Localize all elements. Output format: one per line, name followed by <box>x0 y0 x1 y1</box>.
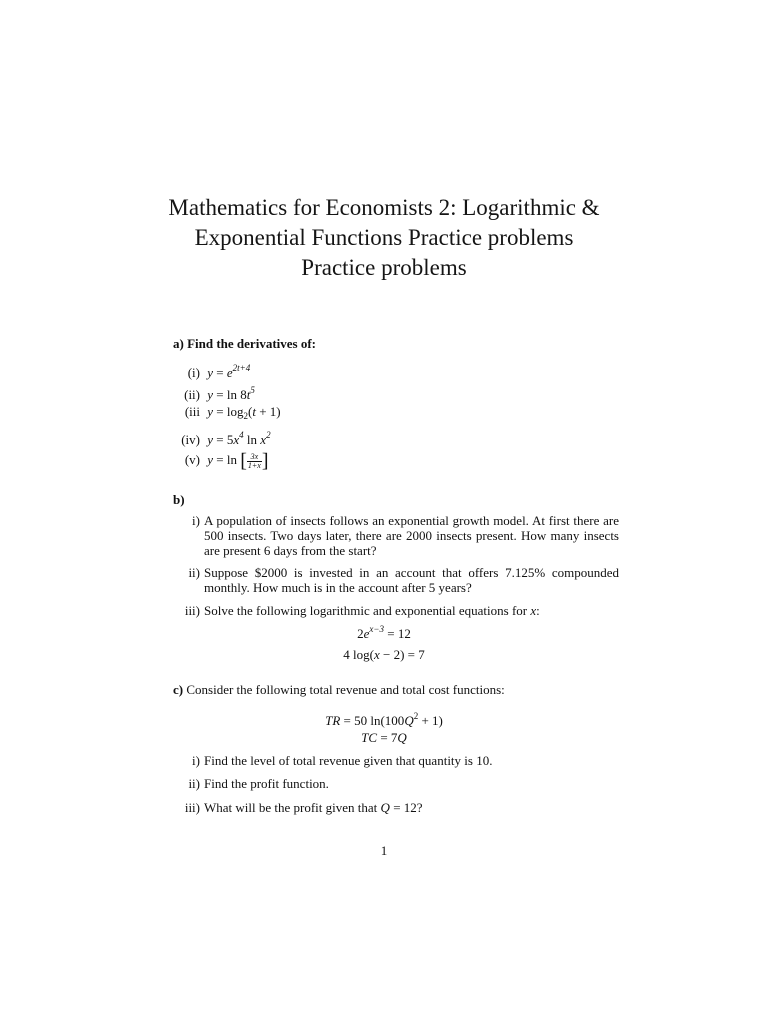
math-expression: $y = \log_2(t + 1)$ <box>207 404 281 421</box>
section-c-label: c) <box>173 682 184 697</box>
item-label: (iv) <box>181 432 200 447</box>
math-expression: $y = \ln 8t^5$ <box>207 385 255 402</box>
equation-total-revenue: TR = 50 $\ln(100Q^2 + 1)$ <box>325 711 443 728</box>
section-c-heading <box>173 682 505 698</box>
problem-b-i <box>173 513 633 558</box>
section-b-heading <box>173 492 185 508</box>
equation-exponential: $2e^{x-3} = 12$ <box>357 624 411 641</box>
document-title <box>0 193 768 283</box>
item-label: (iii <box>184 404 200 419</box>
problem-b-ii <box>173 565 633 595</box>
problem-text: A population of insects follows an exponential growth model. At first there are 500 insects. Two days later, there are 2000 insects present. How many insects are present 6 days from the start? <box>204 513 619 558</box>
derivative-item-2 <box>173 382 255 403</box>
derivative-item-1 <box>173 360 250 381</box>
problem-text: Solve the following logarithmic and exponential equations for x: <box>204 603 540 618</box>
item-label: (v) <box>184 452 200 467</box>
item-label: i) <box>192 513 200 528</box>
item-label: iii) <box>184 603 200 618</box>
item-label: i) <box>192 753 200 768</box>
title-line-1: Mathematics for Economists 2: Logarithmic & <box>168 195 600 220</box>
title-line-3: Practice problems <box>301 255 467 280</box>
equation-total-cost: TC = 7Q <box>361 730 407 745</box>
item-label: (i) <box>187 365 200 380</box>
problem-c-i <box>173 753 633 769</box>
problem-text: Find the level of total revenue given that quantity is 10. <box>204 753 493 768</box>
derivative-item-5 <box>173 450 269 473</box>
math-expression: $y = 5x^4$ $\ln x^2$ <box>207 430 271 447</box>
item-label: ii) <box>188 776 200 791</box>
section-a-title: Find the derivatives of: <box>187 336 316 351</box>
section-b-label: b) <box>173 492 185 507</box>
item-label: (ii) <box>184 387 200 402</box>
item-label: ii) <box>188 565 200 580</box>
title-line-2: Exponential Functions Practice problems <box>194 225 574 250</box>
problem-c-ii <box>173 776 633 792</box>
section-c-intro: Consider the following total revenue and total cost functions: <box>186 682 505 697</box>
problem-text: What will be the profit given that Q = 12? <box>204 800 423 815</box>
section-a-heading <box>173 336 316 352</box>
equation-logarithmic: 4 log(x − 2) = 7 <box>343 647 425 662</box>
problem-text: Suppose $2000 is invested in an account that offers 7.125% compounded monthly. How much is in the account after 5 years? <box>204 565 619 595</box>
problem-b-iii <box>173 603 633 619</box>
derivative-item-3 <box>173 404 281 424</box>
item-label: iii) <box>184 800 200 815</box>
problem-text: Find the profit function. <box>204 776 329 791</box>
math-expression: $y = e^{2t+4}$ <box>207 363 251 380</box>
section-a-label: a) <box>173 336 184 351</box>
problem-c-iii <box>173 800 633 816</box>
math-expression: y = ln [ $\frac{3x}{1+x}$ ] <box>207 450 269 473</box>
derivative-item-4 <box>173 427 271 448</box>
page-number: 1 <box>380 843 388 858</box>
